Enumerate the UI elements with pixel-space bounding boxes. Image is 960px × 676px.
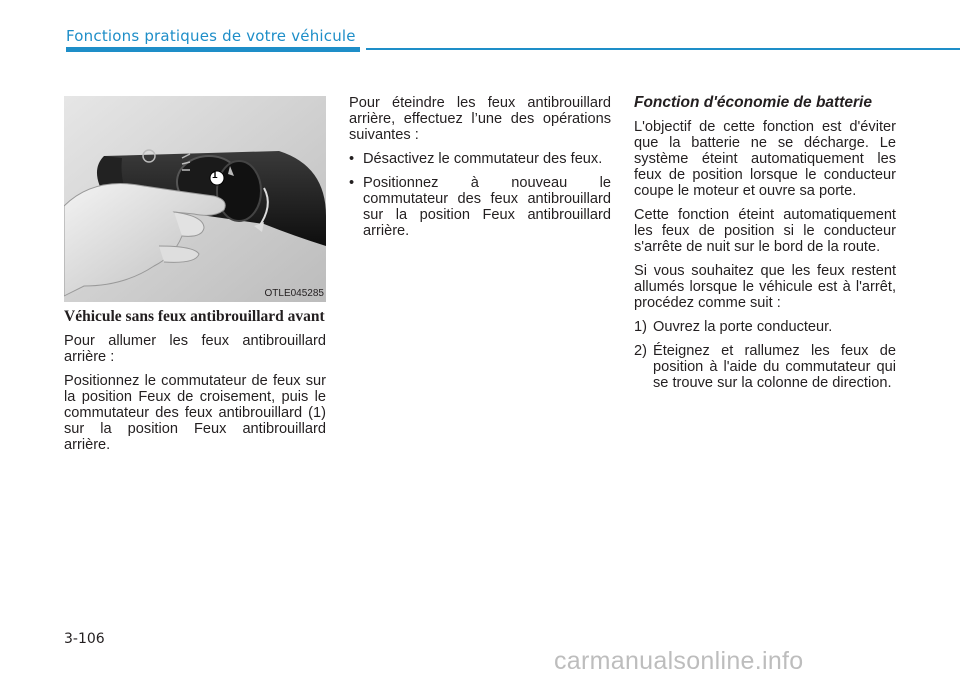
subhead-no-front-fog: Véhicule sans feux antibrouillard avant [64,308,325,325]
column-3 [634,95,896,399]
header-rule-thin [366,48,960,50]
step-number: 1) [634,319,647,335]
column-2 [349,95,611,247]
col3-step-list [634,319,896,391]
column-1 [64,309,326,461]
photo-code: OTLE045285 [264,288,324,299]
section-heading-battery-saver: Fonction d'économie de batterie [634,94,872,111]
step-number: 2) [634,343,647,359]
watermark: carmanualsonline.info [554,647,804,675]
col2-bullet-list [349,151,611,239]
page-number: 3-106 [64,631,105,647]
col1-paragraph-1: Pour allumer les feux antibrouillard arrière : [64,333,326,365]
step-text: Éteignez et rallumez les feux de position à l'aide du commutateur qui se trouve sur la colonne de direction. [653,343,896,391]
col3-paragraph-1: L'objectif de cette fonction est d'éviter que la batterie ne se décharge. Le système éteint automatiquement les feux de position lorsque le conducteur coupe le moteur et ouvre sa porte. [634,119,896,199]
header-title: Fonctions pratiques de votre véhicule [66,27,356,45]
photo-marker-1: 1 [212,170,218,181]
header-rule-thick [66,47,360,52]
col3-paragraph-3: Si vous souhaitez que les feux restent allumés lorsque le véhicule est à l'arrêt, procédez comme suit : [634,263,896,311]
light-switch-photo [64,96,326,302]
step-text: Ouvrez la porte conducteur. [653,319,833,335]
light-switch-illustration [64,96,326,302]
list-item: • Positionnez à nouveau le commutateur des feux antibrouillard sur la position Feux antibrouillard arrière. [349,175,611,239]
col1-paragraph-2: Positionnez le commutateur de feux sur la position Feux de croisement, puis le commutateur des feux antibrouillard (1) sur la position Feux antibrouillard arrière. [64,373,326,453]
col2-intro: Pour éteindre les feux antibrouillard arrière, effectuez l’une des opérations suivantes : [349,95,611,143]
list-item [634,343,896,391]
col3-paragraph-2: Cette fonction éteint automatiquement les feux de position si le conducteur s'arrête de nuit sur le bord de la route. [634,207,896,255]
list-item [634,319,896,335]
list-item: • Désactivez le commutateur des feux. [349,151,611,167]
